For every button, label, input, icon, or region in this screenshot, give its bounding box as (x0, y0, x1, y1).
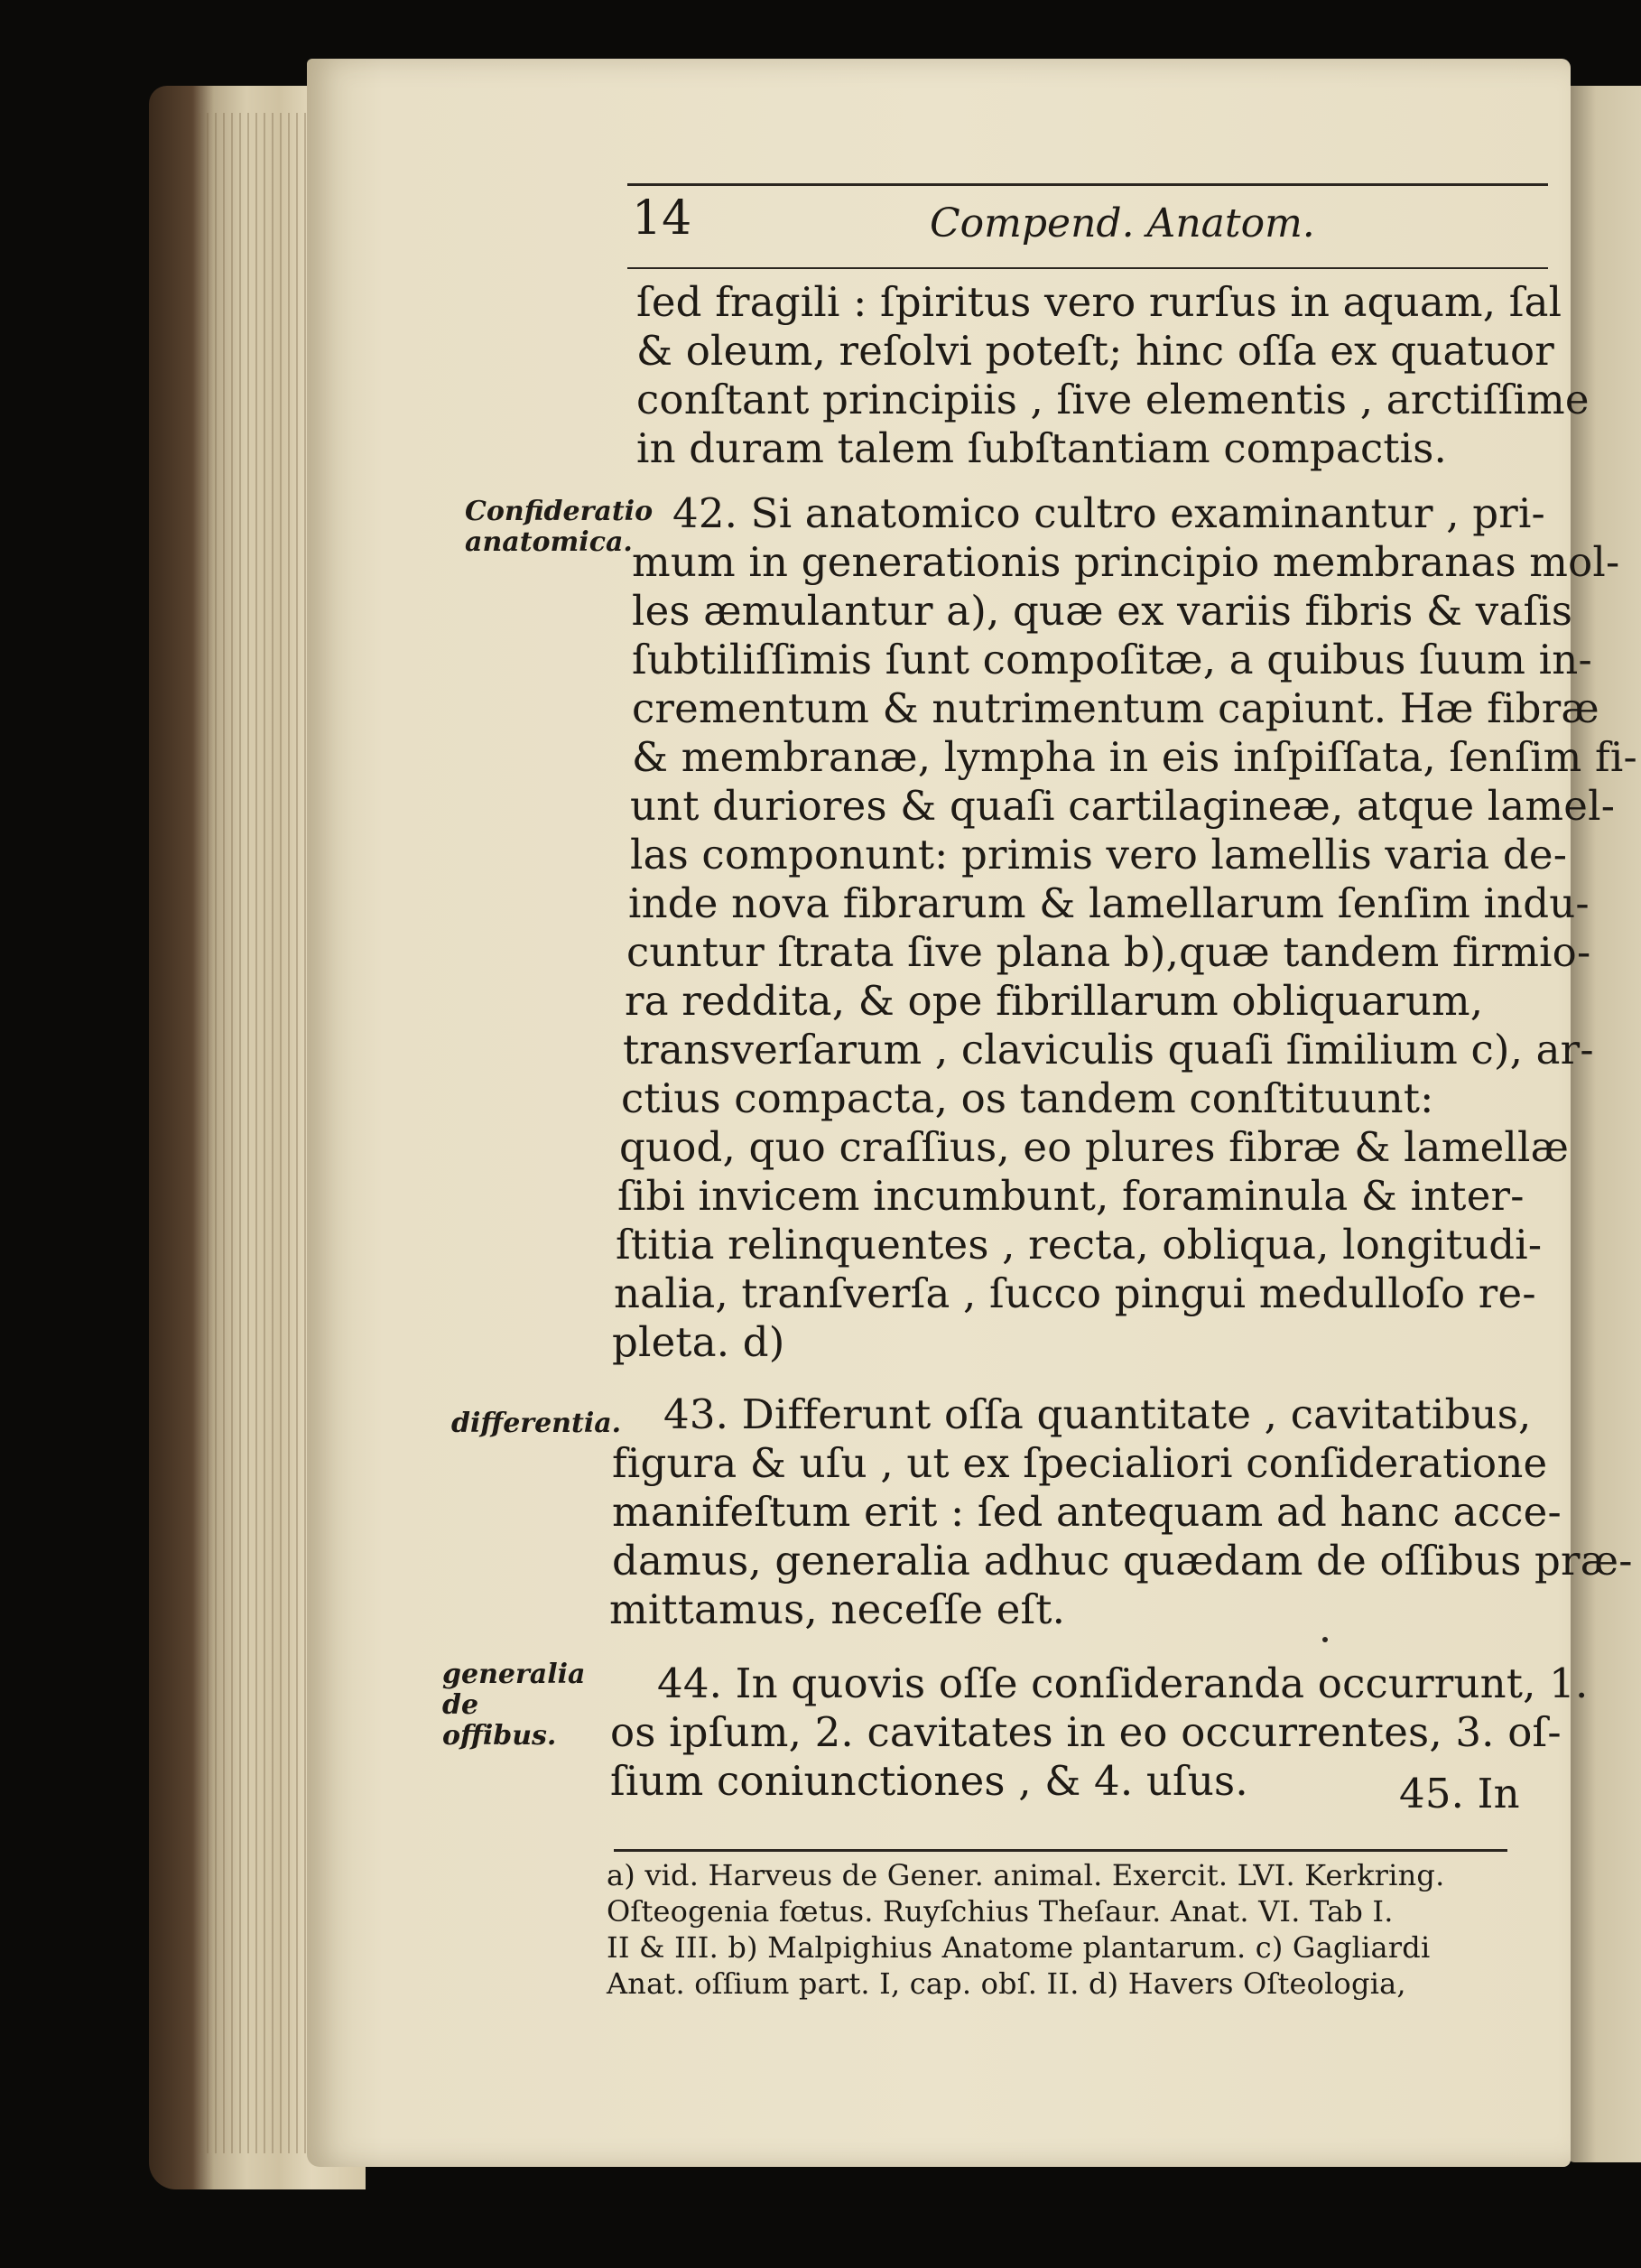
body-line: & membranæ, lympha in eis inſpiſſata, ſenſim fi- (632, 733, 1637, 781)
body-line: unt duriores & quaſi cartilagineæ, atque lamel- (630, 782, 1616, 830)
body-line: 43. Differunt oſſa quantitate , cavitatibus, (663, 1390, 1532, 1438)
footnote-line: Anat. oſſium part. I, cap. obſ. II. d) Havers Oſteologia, (607, 1966, 1406, 2001)
header-rule-top (627, 183, 1548, 186)
running-head: Compend. Anatom. (930, 200, 1315, 246)
body-line: figura & uſu , ut ex ſpecialiori conſideratione (612, 1439, 1548, 1487)
body-line: mum in generationis principio membranas mol- (632, 538, 1620, 586)
body-line: ſed fragili : ſpiritus vero rurſus in aquam, ſal (636, 278, 1562, 326)
body-line: ſtitia relinquentes , recta, obliqua, longitudi- (616, 1221, 1543, 1269)
margin-note-differentia: differentia. (451, 1408, 622, 1439)
body-line: ſibi invicem incumbunt, foraminula & inter- (617, 1172, 1525, 1220)
body-line: & oleum, reſolvi poteſt; hinc oſſa ex quatuor (636, 327, 1554, 375)
header-rule-bottom (627, 267, 1548, 269)
body-line: 44. In quovis oſſe conſideranda occurrunt, 1. (657, 1659, 1589, 1707)
body-line: 42. Si anatomico cultro examinantur , pri- (672, 489, 1545, 537)
margin-note-generalia: generalia de offibus. (442, 1659, 586, 1752)
body-line: cuntur ſtrata ſive plana b),quæ tandem firmio- (626, 928, 1591, 976)
body-line: ctius compacta, os tandem conſtituunt: (621, 1074, 1434, 1122)
body-line: ſubtiliſſimis ſunt compoſitæ, a quibus ſuum in- (632, 636, 1592, 683)
footnote-line: II & III. b) Malpighius Anatome plantarum. c) Gagliardi (607, 1930, 1431, 1965)
body-line: transverſarum , claviculis quaſi ſimilium c), ar- (623, 1026, 1594, 1074)
body-line: in duram talem ſubſtantiam compactis. (636, 424, 1448, 472)
footnote-rule (614, 1849, 1507, 1852)
body-line: mittamus, neceſſe eſt. (609, 1585, 1066, 1633)
body-line: manifeſtum erit : ſed antequam ad hanc acce- (612, 1488, 1562, 1536)
body-line: inde nova fibrarum & lamellarum ſenſim indu- (628, 879, 1590, 927)
catchword: 45. In (1399, 1770, 1520, 1817)
footnote-line: a) vid. Harveus de Gener. animal. Exercit. LVI. Kerkring. (607, 1858, 1445, 1892)
body-line: ſium coniunctiones , & 4. uſus. (610, 1757, 1248, 1805)
body-line: quod, quo craſſius, eo plures fibræ & lamellæ (619, 1123, 1570, 1171)
body-line: ra reddita, & ope fibrillarum obliquarum, (625, 977, 1484, 1025)
body-line: nalia, tranſverſa , ſucco pingui medulloſo re- (614, 1269, 1536, 1317)
page-number: 14 (632, 191, 692, 246)
body-line: damus, generalia adhuc quædam de oſſibus præ- (612, 1537, 1633, 1585)
ink-speck (1322, 1637, 1328, 1642)
body-line: las componunt: primis vero lamellis varia de- (630, 831, 1568, 878)
body-line: pleta. d) (612, 1318, 785, 1366)
body-line: crementum & nutrimentum capiunt. Hæ fibræ (632, 684, 1599, 732)
body-line: os ipſum, 2. cavitates in eo occurrentes, 3. oſ- (610, 1708, 1562, 1756)
footnote-line: Oſteogenia fœtus. Ruyſchius Theſaur. Anat. VI. Tab I. (607, 1894, 1394, 1929)
margin-note-consideratio: Confideratio anatomica. (465, 496, 654, 558)
body-line: conſtant principiis , ſive elementis , arctiſſime (636, 376, 1590, 423)
body-line: les æmulantur a), quæ ex variis fibris & vaſis (632, 587, 1573, 635)
